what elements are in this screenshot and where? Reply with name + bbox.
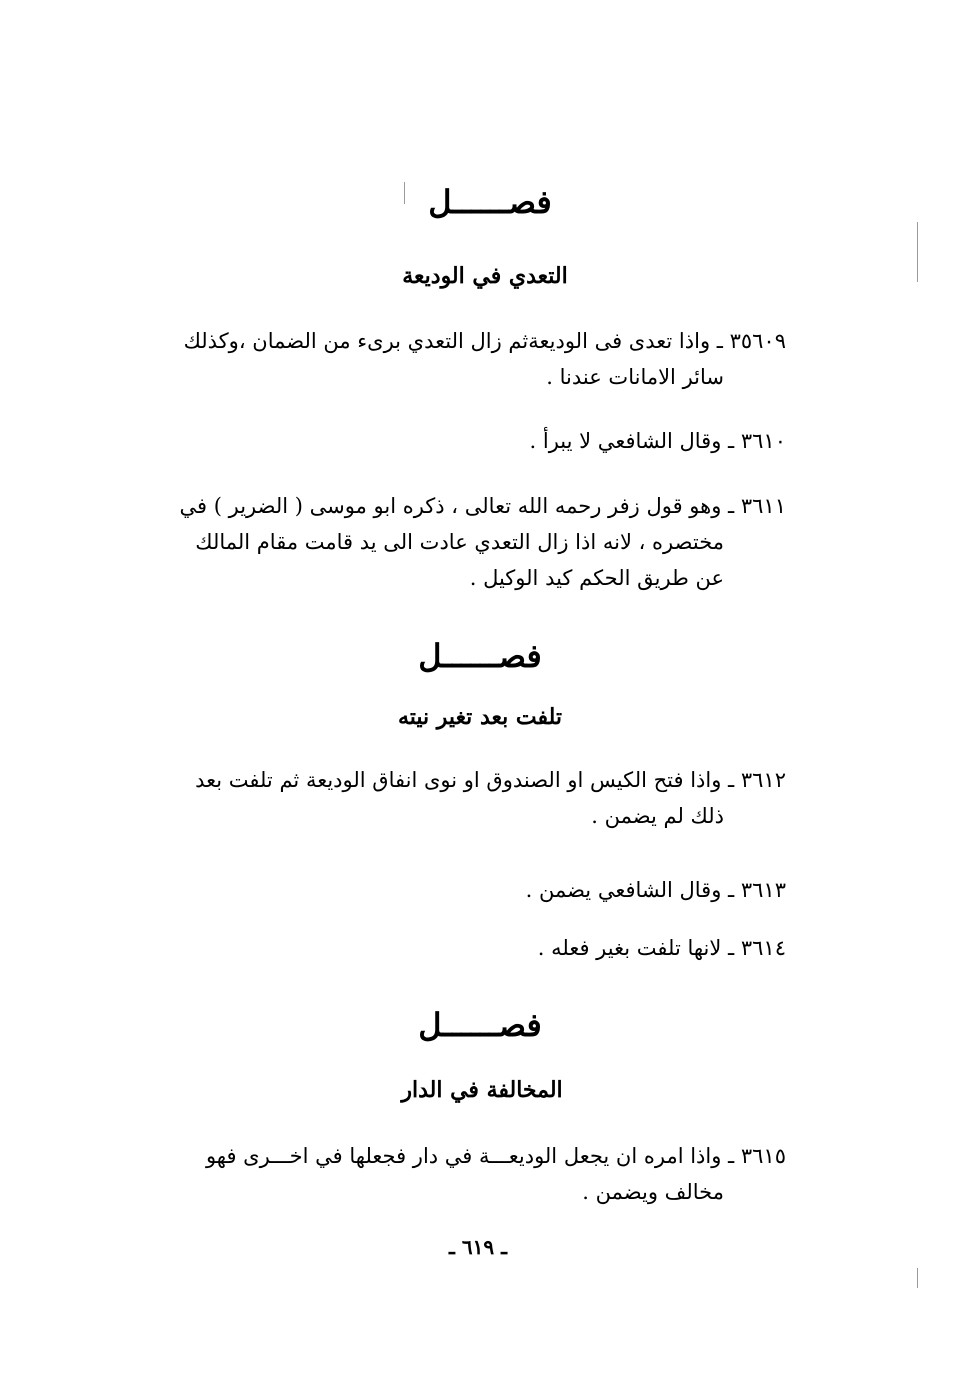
paragraph-line: سائر الامانات عندنا . xyxy=(546,365,724,389)
paragraph-line: ٣٦١٥ ـ واذا امره ان يجعل الوديعـــة في دار فجعلها في اخـــرى فهو xyxy=(205,1144,786,1168)
paragraph xyxy=(179,488,786,596)
paragraph xyxy=(186,872,786,908)
paragraph xyxy=(186,1138,786,1210)
paragraph xyxy=(186,423,786,459)
section-heading: فصــــــل xyxy=(418,637,542,675)
section-subheading: التعدي في الوديعة xyxy=(402,263,568,289)
section-subheading: تلفت بعد تغير نيته xyxy=(397,704,563,730)
scan-artifact xyxy=(917,1268,918,1288)
paragraph-line: ذلك لم يضمن . xyxy=(591,804,724,828)
paragraph-line: ٣٦١٤ ـ لانها تلفت بغير فعله . xyxy=(537,936,786,960)
paragraph-line: ٣٦١٠ ـ وقال الشافعي لا يبرأ . xyxy=(529,429,786,453)
paragraph-line: ٣٦١٢ ـ واذا فتح الكيس او الصندوق او نوى انفاق الوديعة ثم تلفت بعد xyxy=(195,768,786,792)
paragraph-line: ٣٦١٣ ـ وقال الشافعي يضمن . xyxy=(525,878,786,902)
paragraph-line: عن طريق الحكم كيد الوكيل . xyxy=(469,566,724,590)
paragraph-line: مختصره ، لانه اذا زال التعدي عادت الى يد قامت مقام المالك xyxy=(195,530,724,554)
scan-artifact xyxy=(917,222,918,282)
paragraph xyxy=(186,930,786,966)
section-subheading: المخالفة في الدار xyxy=(401,1077,563,1103)
paragraph xyxy=(186,762,786,834)
paragraph-line: مخالف ويضمن . xyxy=(582,1180,724,1204)
section-heading: فصــــــل xyxy=(418,1006,542,1044)
section-heading: فصــــــل xyxy=(428,183,552,221)
paragraph xyxy=(183,323,786,395)
page-number: ـ ٦١٩ ـ xyxy=(449,1235,507,1259)
paragraph-line: ٣٥٦٠٩ ـ واذا تعدى فى الوديعةثم زال التعدي برىء من الضمان ،وكذلك xyxy=(183,329,786,353)
paragraph-line: ٣٦١١ ـ وهو قول زفر رحمه الله تعالى ، ذكره ابو موسى ( الضرير ) في xyxy=(179,494,786,518)
